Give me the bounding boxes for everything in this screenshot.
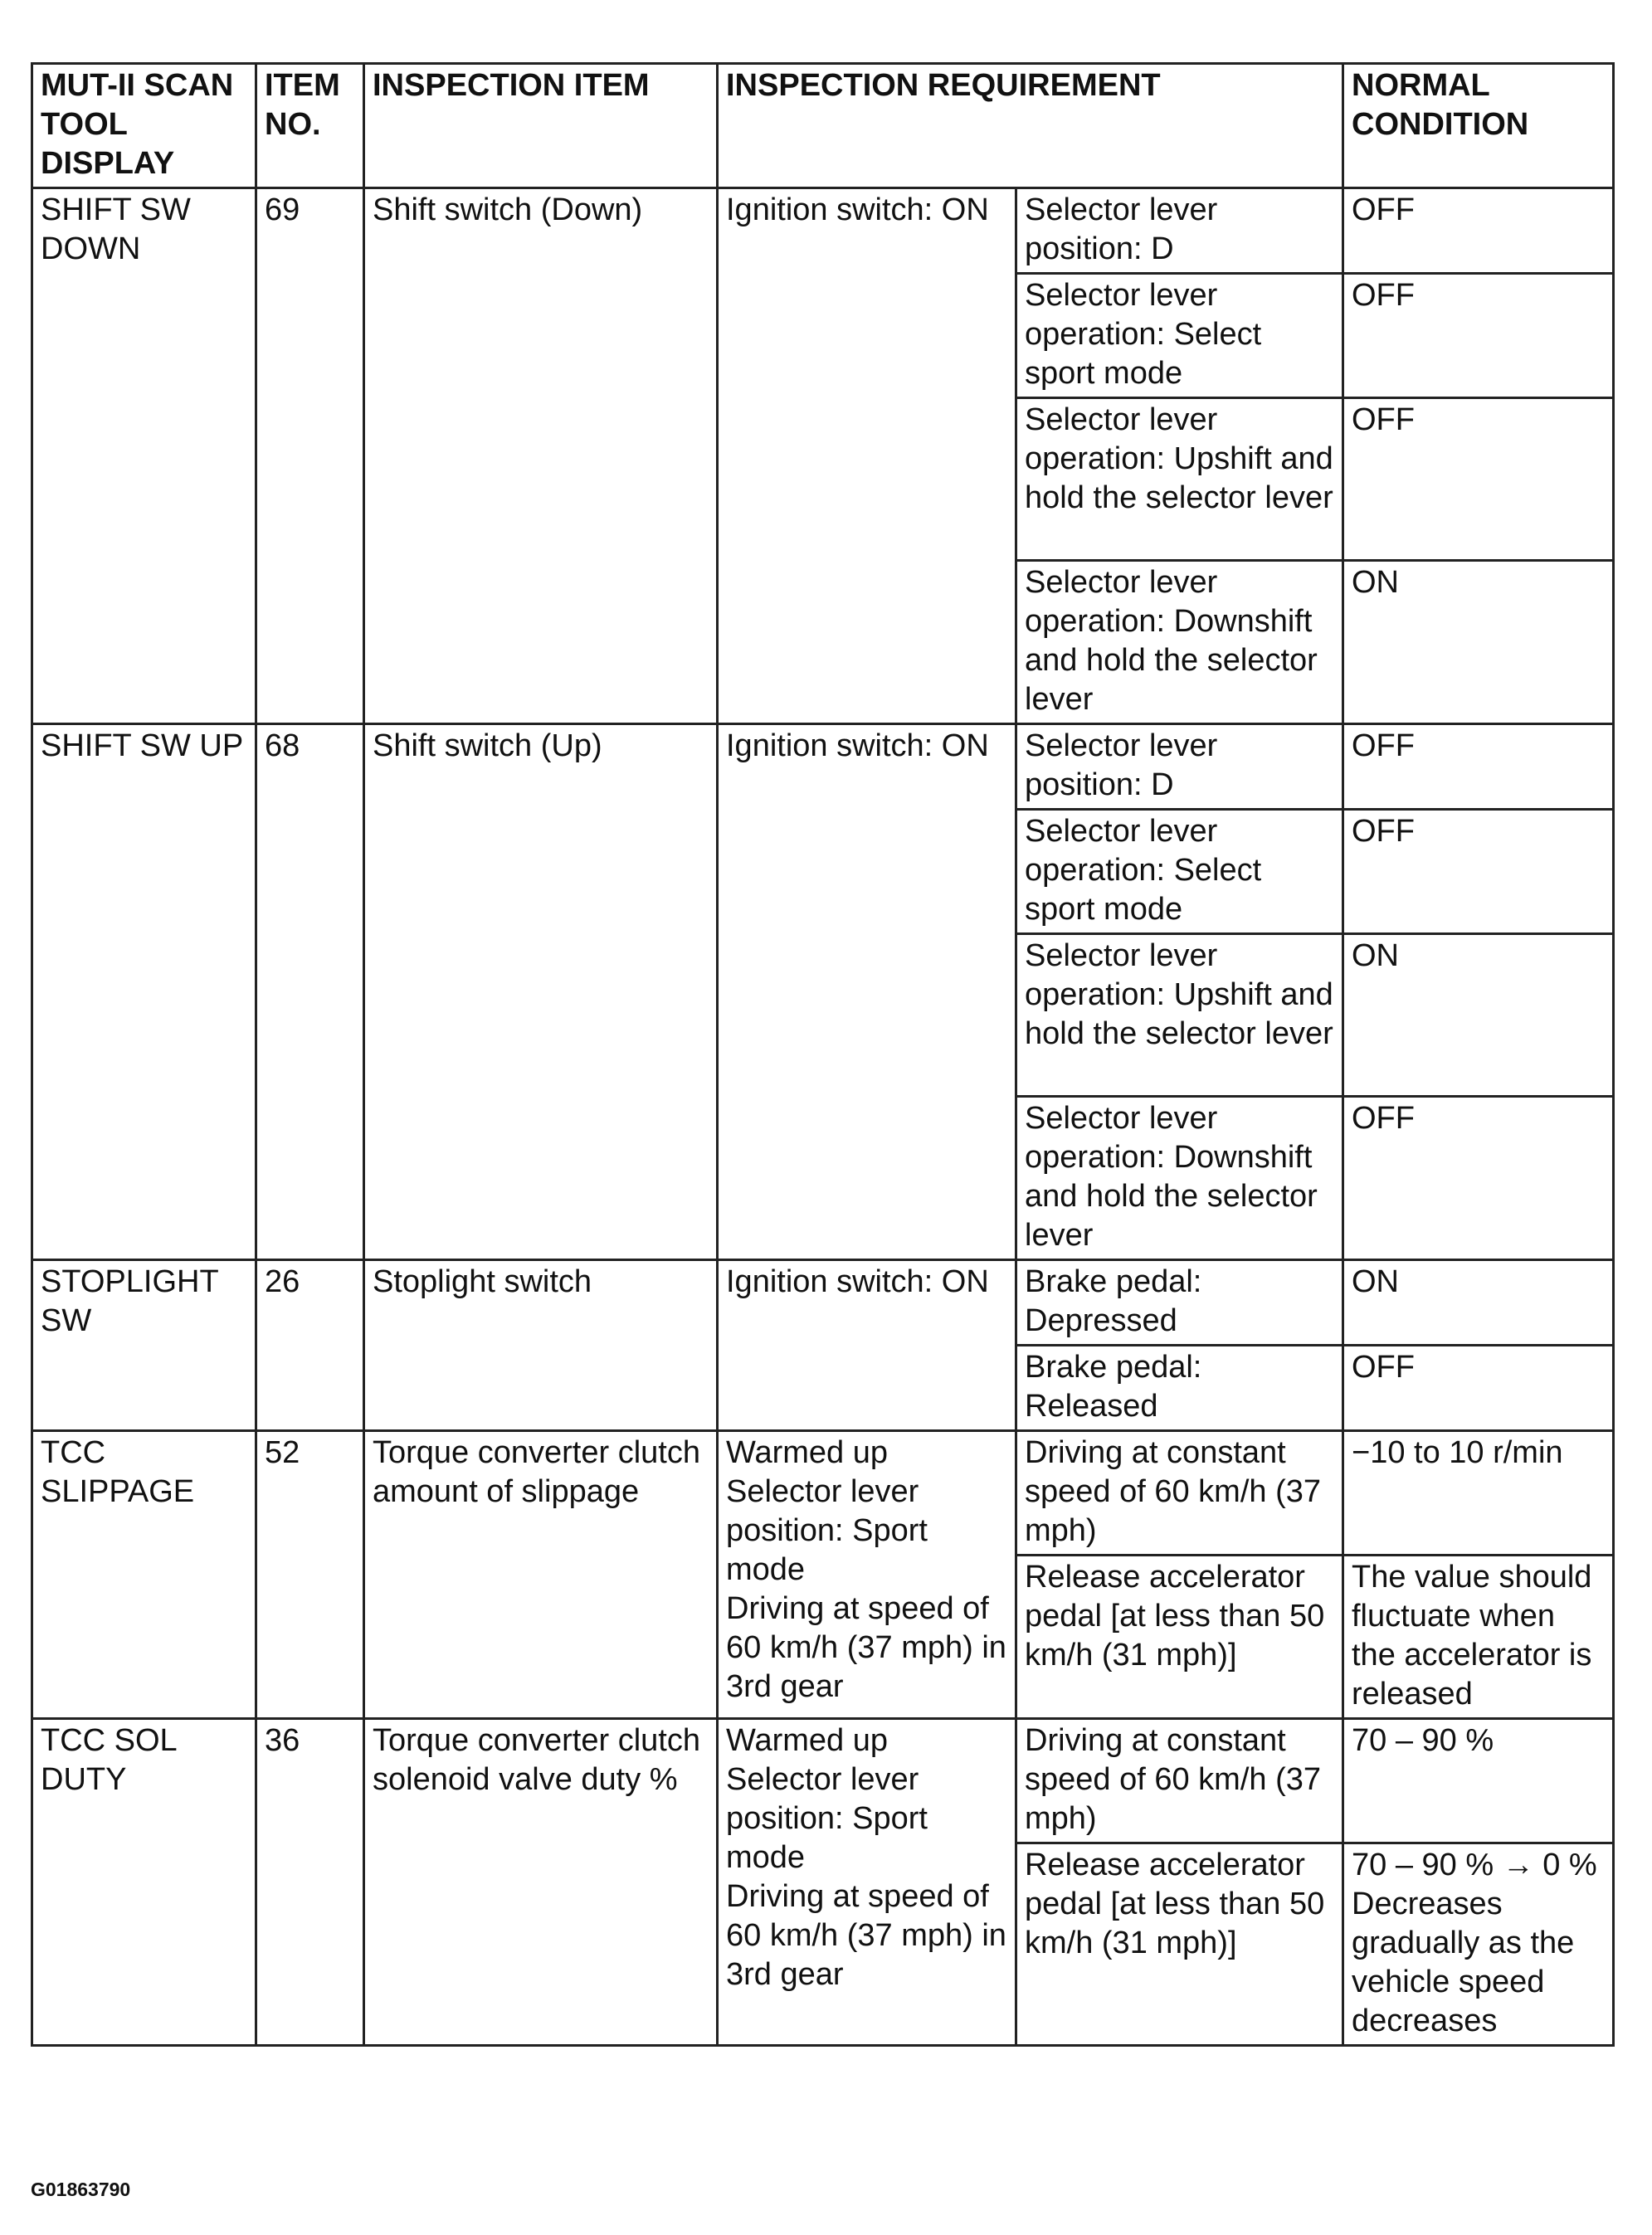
condition-cell: Selector lever position: D — [1016, 724, 1343, 810]
normal-cell: OFF — [1343, 1346, 1614, 1431]
header-inspection-requirement: INSPECTION REQUIREMENT — [718, 64, 1343, 188]
normal-cell: OFF — [1343, 810, 1614, 934]
table-row — [32, 1431, 1614, 1556]
normal-cell: 70 – 90 % → 0 % Decreases gradually as the vehicle speed decreases — [1343, 1843, 1614, 2046]
header-inspection-item: INSPECTION ITEM — [364, 64, 718, 188]
table-row — [32, 1260, 1614, 1346]
requirement-cell: Ignition switch: ON — [718, 1260, 1016, 1431]
requirement-cell: Ignition switch: ON — [718, 188, 1016, 724]
inspection-item-cell: Shift switch (Down) — [364, 188, 718, 724]
figure-id: G01863790 — [31, 2179, 131, 2200]
header-row — [32, 64, 1614, 188]
table-row — [32, 724, 1614, 810]
condition-cell: Selector lever operation: Select sport mode — [1016, 810, 1343, 934]
condition-cell: Brake pedal: Depressed — [1016, 1260, 1343, 1346]
header-normal-condition: NORMAL CONDITION — [1343, 64, 1614, 188]
normal-cell: OFF — [1343, 724, 1614, 810]
condition-cell: Driving at constant speed of 60 km/h (37 mph) — [1016, 1431, 1343, 1556]
requirement-cell: Ignition switch: ON — [718, 724, 1016, 1260]
normal-cell: ON — [1343, 934, 1614, 1097]
inspection-item-cell: Stoplight switch — [364, 1260, 718, 1431]
normal-cell: ON — [1343, 1260, 1614, 1346]
condition-cell: Brake pedal: Released — [1016, 1346, 1343, 1431]
normal-cell: ON — [1343, 561, 1614, 724]
table-row — [32, 1719, 1614, 1843]
table-row — [32, 188, 1614, 274]
inspection-table — [31, 62, 1615, 2047]
display-cell: TCC SOL DUTY — [32, 1719, 256, 2046]
item-no-cell: 36 — [256, 1719, 364, 2046]
requirement-cell: Warmed up Selector lever position: Sport mode Driving at speed of 60 km/h (37 mph) in 3rd gear — [718, 1431, 1016, 1719]
requirement-cell: Warmed up Selector lever position: Sport mode Driving at speed of 60 km/h (37 mph) in 3rd gear — [718, 1719, 1016, 2046]
inspection-item-cell: Torque converter clutch amount of slippage — [364, 1431, 718, 1719]
condition-cell: Selector lever operation: Downshift and hold the selector lever — [1016, 1097, 1343, 1260]
inspection-item-cell: Torque converter clutch solenoid valve duty % — [364, 1719, 718, 2046]
normal-cell: OFF — [1343, 398, 1614, 561]
normal-cell: OFF — [1343, 1097, 1614, 1260]
display-cell: TCC SLIPPAGE — [32, 1431, 256, 1719]
normal-cell: −10 to 10 r/min — [1343, 1431, 1614, 1556]
normal-cell: OFF — [1343, 188, 1614, 274]
condition-cell: Selector lever operation: Select sport mode — [1016, 274, 1343, 398]
item-no-cell: 26 — [256, 1260, 364, 1431]
condition-cell: Selector lever position: D — [1016, 188, 1343, 274]
condition-cell: Selector lever operation: Upshift and hold the selector lever — [1016, 934, 1343, 1097]
condition-cell: Selector lever operation: Upshift and hold the selector lever — [1016, 398, 1343, 561]
condition-cell: Release accelerator pedal [at less than 50 km/h (31 mph)] — [1016, 1843, 1343, 2046]
condition-cell: Release accelerator pedal [at less than 50 km/h (31 mph)] — [1016, 1556, 1343, 1719]
display-cell: SHIFT SW UP — [32, 724, 256, 1260]
inspection-item-cell: Shift switch (Up) — [364, 724, 718, 1260]
item-no-cell: 52 — [256, 1431, 364, 1719]
condition-cell: Driving at constant speed of 60 km/h (37 mph) — [1016, 1719, 1343, 1843]
display-cell: SHIFT SW DOWN — [32, 188, 256, 724]
header-display: MUT-II SCAN TOOL DISPLAY — [32, 64, 256, 188]
header-item-no: ITEM NO. — [256, 64, 364, 188]
item-no-cell: 68 — [256, 724, 364, 1260]
item-no-cell: 69 — [256, 188, 364, 724]
normal-cell: 70 – 90 % — [1343, 1719, 1614, 1843]
display-cell: STOPLIGHT SW — [32, 1260, 256, 1431]
normal-cell: The value should fluctuate when the accelerator is released — [1343, 1556, 1614, 1719]
condition-cell: Selector lever operation: Downshift and hold the selector lever — [1016, 561, 1343, 724]
normal-cell: OFF — [1343, 274, 1614, 398]
